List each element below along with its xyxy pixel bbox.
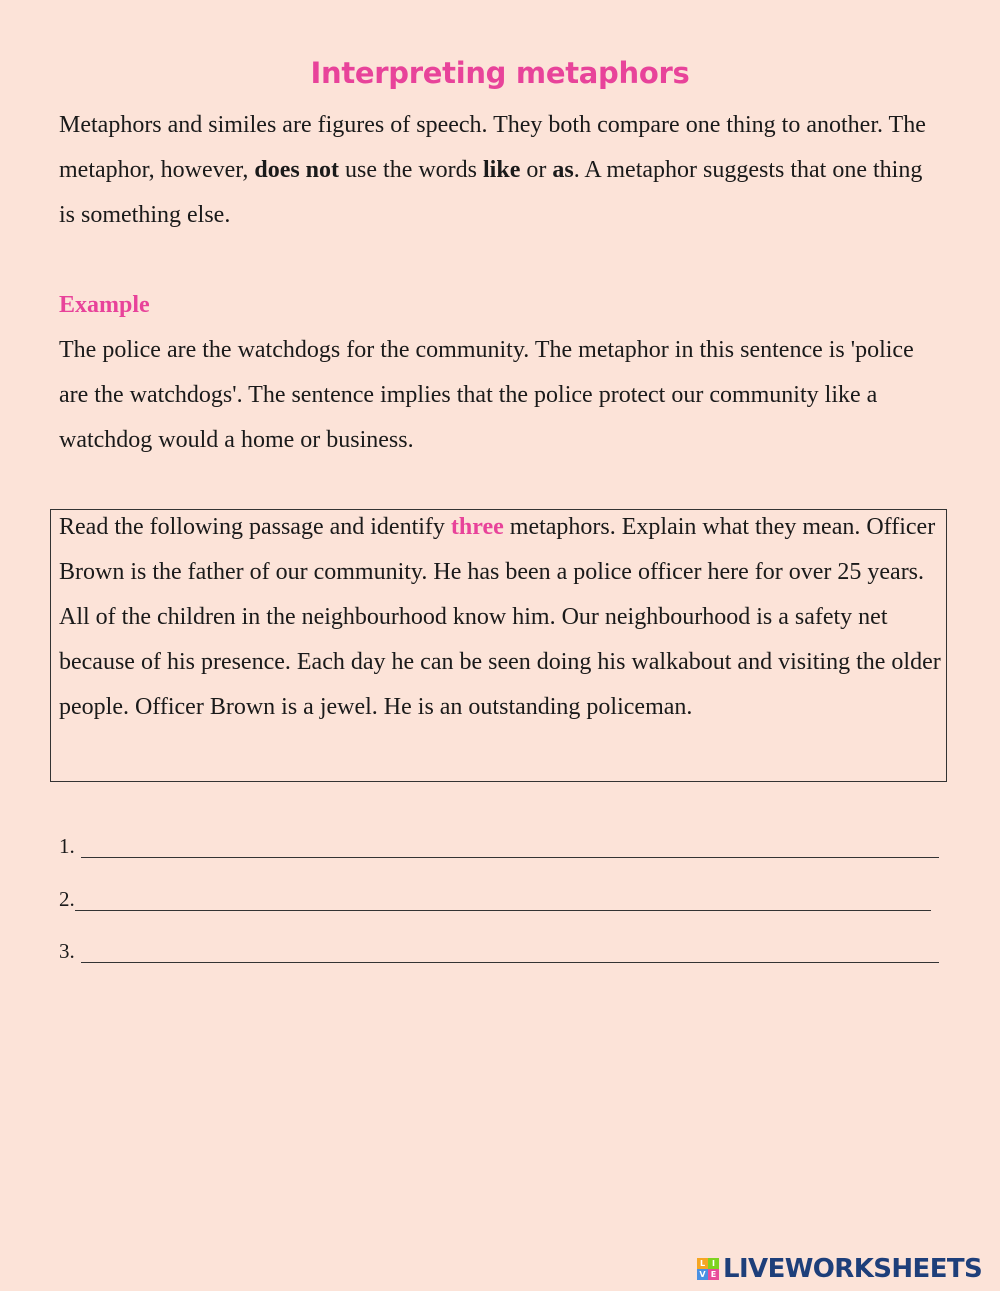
answer-number: 2. xyxy=(59,887,75,911)
liveworksheets-brand xyxy=(697,1254,982,1284)
example-heading: Example xyxy=(59,292,150,318)
intro-text: or xyxy=(520,157,553,183)
task-text: Read the following passage and identify xyxy=(59,514,451,540)
answer-row-3 xyxy=(59,939,939,963)
answer-blank-3[interactable] xyxy=(81,942,939,963)
intro-bold-does-not: does not xyxy=(254,157,340,183)
task-text: metaphors. Explain what they mean. Officer Brown is the father of our community. He has been a police officer here for over 25 years. All of the children in the neighbourhood know him. Our neighbourhood is a safety net because of his presence. Each day he can be seen doing his walkabout and visiting the older people. Officer Brown is a jewel. He is an outstanding policeman. xyxy=(59,514,941,720)
logo-tile: V xyxy=(697,1269,708,1280)
answer-blank-1[interactable] xyxy=(81,837,939,858)
intro-text: use the words xyxy=(339,157,484,183)
example-paragraph: The police are the watchdogs for the community. The metaphor in this sentence is 'police are the watchdogs'. The sentence implies that the police protect our community like a watchdog would a home or business. xyxy=(59,337,914,453)
intro-paragraph xyxy=(59,103,939,238)
task-paragraph xyxy=(59,505,944,730)
intro-text: . A metaphor suggests that one thing is something else. xyxy=(59,157,923,228)
intro-bold-like: like xyxy=(483,157,521,183)
liveworksheets-logo-icon xyxy=(697,1258,719,1280)
page-title: Interpreting metaphors xyxy=(310,56,690,90)
answer-blank-2[interactable] xyxy=(75,890,931,911)
logo-tile: L xyxy=(697,1258,708,1269)
answer-number: 3. xyxy=(59,939,75,963)
answer-number: 1. xyxy=(59,834,75,858)
intro-bold-as: as xyxy=(552,157,574,183)
task-accent-three: three xyxy=(450,514,504,540)
answer-row-1 xyxy=(59,834,939,858)
logo-tile: I xyxy=(708,1258,719,1269)
intro-text: Metaphors and similes are figures of speech. They both compare one thing to another. The metaphor, however, xyxy=(59,112,926,183)
answer-row-2 xyxy=(59,887,931,911)
logo-tile: E xyxy=(708,1269,719,1280)
brand-text: LIVEWORKSHEETS xyxy=(723,1254,983,1284)
